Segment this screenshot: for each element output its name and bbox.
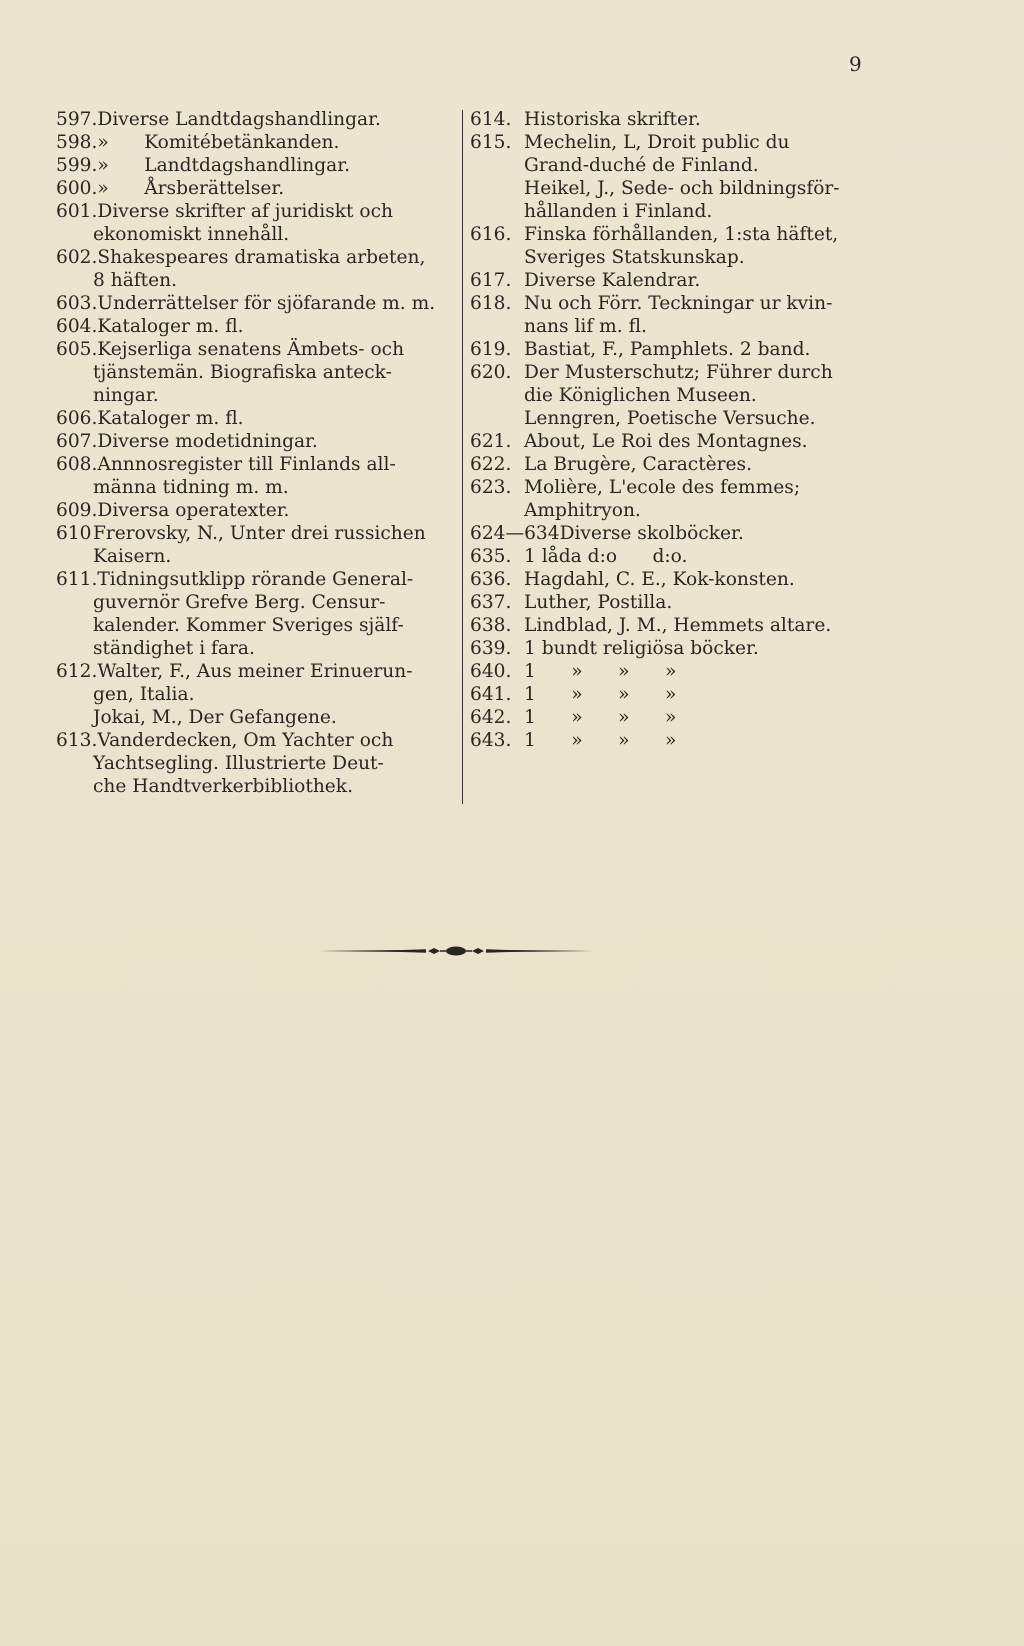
entry-text: Lindblad, J. M., Hemmets altare. [524, 615, 832, 636]
catalog-entry-line [56, 361, 456, 384]
catalog-entry-line [470, 223, 890, 246]
entry-text: Historiska skrifter. [524, 109, 701, 130]
entry-number: 623. [470, 477, 512, 498]
entry-text: Diverse skolböcker. [559, 523, 744, 544]
page-number: 9 [849, 52, 862, 76]
entry-number: 605. [56, 339, 98, 360]
entry-number: 635. [470, 546, 512, 567]
entry-number: 611. [56, 569, 98, 590]
entry-text: 1 » » » [524, 707, 677, 728]
catalog-entry-line [56, 177, 456, 200]
entry-number: 639. [470, 638, 512, 659]
entry-number: 607. [56, 431, 98, 452]
catalog-entry-line [470, 131, 890, 154]
catalog-entry-line [56, 660, 456, 683]
catalog-entry-line [470, 499, 890, 522]
entry-text: Kaisern. [93, 546, 172, 567]
catalog-entry-line [56, 706, 456, 729]
catalog-entry-line [56, 200, 456, 223]
catalog-entry-line [470, 453, 890, 476]
entry-text: Yachtsegling. Illustrierte Deut- [93, 753, 384, 774]
entry-number: 614. [470, 109, 512, 130]
catalog-entry-line [470, 729, 890, 752]
entry-number: 606. [56, 408, 98, 429]
entry-text: Diverse Kalendrar. [524, 270, 701, 291]
entry-text: Diversa operatexter. [97, 500, 290, 521]
entry-text: 1 » » » [524, 684, 677, 705]
entry-number: 604. [56, 316, 98, 337]
entry-text: Diverse skrifter af juridiskt och [97, 201, 393, 222]
entry-number: 640. [470, 661, 512, 682]
catalog-entry-line [470, 591, 890, 614]
entry-text: Amphitryon. [524, 500, 641, 521]
catalog-entry-line [470, 706, 890, 729]
catalog-entry-line [56, 430, 456, 453]
catalog-entry-line [470, 476, 890, 499]
catalog-entry-line [56, 154, 456, 177]
entry-text: Frerovsky, N., Unter drei russichen [93, 523, 426, 544]
entry-number: 617. [470, 270, 512, 291]
entry-number: 602. [56, 247, 98, 268]
entry-text: 1 » » » [524, 730, 677, 751]
entry-text: Der Musterschutz; Führer durch [524, 362, 833, 383]
entry-text: » Komitébetänkanden. [97, 132, 340, 153]
entry-text: Tidningsutklipp rörande General- [97, 569, 414, 590]
entry-number: 624—634 [470, 523, 560, 544]
catalog-entry-line [470, 683, 890, 706]
right-column [470, 108, 890, 752]
entry-number: 622. [470, 454, 512, 475]
catalog-entry-line [56, 407, 456, 430]
entry-text: Molière, L'ecole des femmes; [524, 477, 801, 498]
entry-number: 642. [470, 707, 512, 728]
entry-text: Kejserliga senatens Ämbets- och [97, 339, 405, 360]
entry-number: 641. [470, 684, 512, 705]
catalog-entry-line [56, 338, 456, 361]
column-divider [462, 110, 463, 804]
catalog-entry-line [56, 292, 456, 315]
entry-number: 637. [470, 592, 512, 613]
entry-number: 603. [56, 293, 98, 314]
catalog-entry-line [56, 752, 456, 775]
catalog-entry-line [470, 614, 890, 637]
entry-number: 609. [56, 500, 98, 521]
catalog-entry-line [56, 131, 456, 154]
entry-text: che Handtverkerbibliothek. [93, 776, 353, 797]
entry-number: 643. [470, 730, 512, 751]
catalog-entry-line [56, 775, 456, 798]
entry-text: Nu och Förr. Teckningar ur kvin- [524, 293, 833, 314]
catalog-entry-line [470, 200, 890, 223]
catalog-entry-line [56, 545, 456, 568]
entry-text: Finska förhållanden, 1:sta häftet, [524, 224, 839, 245]
catalog-entry-line [56, 453, 456, 476]
catalog-entry-line [470, 522, 890, 545]
entry-text: männa tidning m. m. [93, 477, 289, 498]
catalog-entry-line [470, 292, 890, 315]
entry-number: 610 [56, 523, 92, 544]
catalog-entry-line [56, 591, 456, 614]
catalog-entry-line [56, 269, 456, 292]
catalog-entry-line [56, 384, 456, 407]
catalog-entry-line [56, 522, 456, 545]
entry-number: 608. [56, 454, 98, 475]
catalog-entry-line [56, 729, 456, 752]
entry-number: 618. [470, 293, 512, 314]
catalog-entry-line [470, 568, 890, 591]
entry-text: guvernör Grefve Berg. Censur- [93, 592, 386, 613]
entry-text: gen, Italia. [93, 684, 195, 705]
entry-text: Shakespeares dramatiska arbeten, [97, 247, 426, 268]
entry-text: Kataloger m. fl. [97, 408, 244, 429]
entry-text: Luther, Postilla. [524, 592, 673, 613]
entry-text: Lenngren, Poetische Versuche. [524, 408, 816, 429]
entry-text: Annnosregister till Finlands all- [97, 454, 396, 475]
entry-text: Sveriges Statskunskap. [524, 247, 745, 268]
entry-text: hållanden i Finland. [524, 201, 713, 222]
entry-number: 598. [56, 132, 98, 153]
entry-text: Bastiat, F., Pamphlets. 2 band. [524, 339, 811, 360]
catalog-entry-line [470, 154, 890, 177]
entry-text: ningar. [93, 385, 159, 406]
entry-text: Vanderdecken, Om Yachter och [97, 730, 394, 751]
catalog-entry-line [470, 430, 890, 453]
catalog-entry-line [56, 683, 456, 706]
entry-text: Jokai, M., Der Gefangene. [93, 707, 337, 728]
entry-text: 1 bundt religiösa böcker. [524, 638, 759, 659]
catalog-entry-line [470, 407, 890, 430]
catalog-entry-line [470, 338, 890, 361]
catalog-entry-line [470, 177, 890, 200]
catalog-entry-line [470, 246, 890, 269]
catalog-entry-line [56, 246, 456, 269]
catalog-entry-line [56, 223, 456, 246]
entry-text: tjänstemän. Biografiska anteck- [93, 362, 392, 383]
entry-text: 1 » » » [524, 661, 677, 682]
catalog-entry-line [470, 315, 890, 338]
entry-text: Kataloger m. fl. [97, 316, 244, 337]
catalog-entry-line [470, 545, 890, 568]
catalog-entry-line [56, 637, 456, 660]
entry-number: 612. [56, 661, 98, 682]
catalog-entry-line [470, 384, 890, 407]
entry-text: ständighet i fara. [93, 638, 255, 659]
entry-number: 600. [56, 178, 98, 199]
catalog-entry-line [56, 476, 456, 499]
entry-text: kalender. Kommer Sveriges själf- [93, 615, 404, 636]
catalog-entry-line [56, 568, 456, 591]
entry-text: » Årsberättelser. [97, 178, 285, 199]
entry-text: Hagdahl, C. E., Kok-konsten. [524, 569, 795, 590]
entry-text: Grand-duché de Finland. [524, 155, 759, 176]
entry-text: Diverse Landtdagshandlingar. [97, 109, 381, 130]
entry-number: 621. [470, 431, 512, 452]
catalog-entry-line [470, 269, 890, 292]
catalog-entry-line [470, 637, 890, 660]
entry-text: About, Le Roi des Montagnes. [524, 431, 808, 452]
entry-number: 619. [470, 339, 512, 360]
entry-text: » Landtdagshandlingar. [97, 155, 351, 176]
entry-text: 1 låda d:o d:o. [524, 546, 688, 567]
entry-number: 620. [470, 362, 512, 383]
entry-number: 636. [470, 569, 512, 590]
entry-number: 601. [56, 201, 98, 222]
entry-text: die Königlichen Museen. [524, 385, 757, 406]
entry-text: 8 häften. [93, 270, 178, 291]
catalog-entry-line [470, 361, 890, 384]
entry-text: ekonomiskt innehåll. [93, 224, 290, 245]
entry-number: 599. [56, 155, 98, 176]
entry-text: nans lif m. fl. [524, 316, 647, 337]
ornament-icon [318, 946, 594, 956]
ornamental-rule [318, 946, 594, 956]
entry-text: La Brugère, Caractères. [524, 454, 753, 475]
catalog-entry-line [56, 614, 456, 637]
catalog-entry-line [56, 499, 456, 522]
entry-number: 597. [56, 109, 98, 130]
entry-text: Underrättelser för sjöfarande m. m. [97, 293, 436, 314]
catalog-entry-line [56, 108, 456, 131]
left-column [56, 108, 456, 798]
entry-number: 613. [56, 730, 98, 751]
entry-text: Diverse modetidningar. [97, 431, 318, 452]
catalog-entry-line [470, 108, 890, 131]
catalog-entry-line [56, 315, 456, 338]
entry-number: 615. [470, 132, 512, 153]
entry-number: 616. [470, 224, 512, 245]
entry-number: 638. [470, 615, 512, 636]
entry-text: Mechelin, L, Droit public du [524, 132, 790, 153]
catalog-entry-line [470, 660, 890, 683]
entry-text: Heikel, J., Sede- och bildningsför- [524, 178, 840, 199]
entry-text: Walter, F., Aus meiner Erinuerun- [97, 661, 413, 682]
